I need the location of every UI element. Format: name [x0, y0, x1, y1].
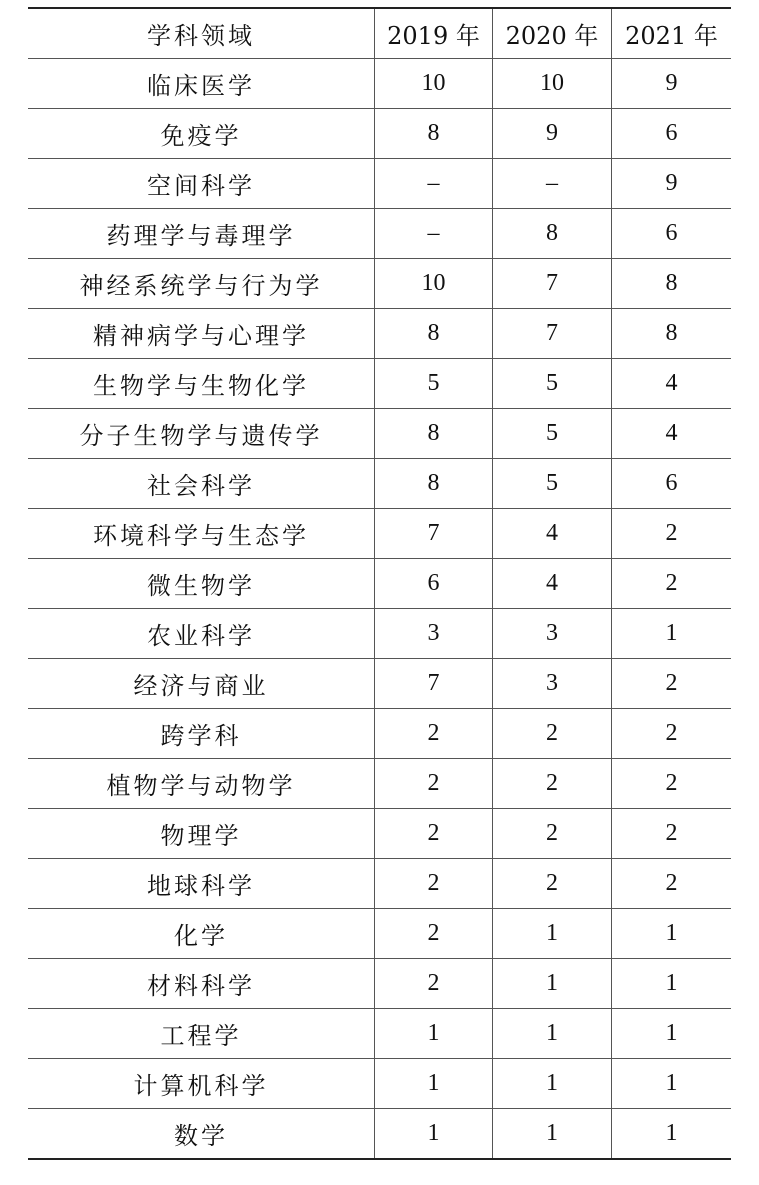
value-2020-cell: 10 [493, 59, 612, 109]
value-2020-cell: 2 [493, 709, 612, 759]
value-2021-cell: 8 [612, 309, 732, 359]
value-2019-cell: 2 [375, 909, 493, 959]
table-row [28, 1059, 731, 1109]
value-2019-cell: 1 [375, 1009, 493, 1059]
table-row [28, 359, 731, 409]
field-cell: 生物学与生物化学 [28, 359, 375, 409]
header-2019: 2019 年 [375, 8, 493, 59]
table-row [28, 109, 731, 159]
value-2021-cell: 2 [612, 809, 732, 859]
value-2020-cell: 1 [493, 1059, 612, 1109]
table-row [28, 259, 731, 309]
field-cell: 物理学 [28, 809, 375, 859]
value-2021-cell: 2 [612, 509, 732, 559]
table-row [28, 409, 731, 459]
value-2019-cell: 2 [375, 759, 493, 809]
header-field: 学科领域 [28, 8, 375, 59]
field-cell: 神经系统学与行为学 [28, 259, 375, 309]
table-row [28, 209, 731, 259]
value-2019-cell: 3 [375, 609, 493, 659]
value-2020-cell: – [493, 159, 612, 209]
value-2021-cell: 2 [612, 759, 732, 809]
field-cell: 计算机科学 [28, 1059, 375, 1109]
value-2021-cell: 1 [612, 1109, 732, 1160]
field-cell: 精神病学与心理学 [28, 309, 375, 359]
value-2019-cell: 2 [375, 859, 493, 909]
value-2019-cell: 2 [375, 809, 493, 859]
field-cell: 材料科学 [28, 959, 375, 1009]
table-row [28, 59, 731, 109]
field-cell: 空间科学 [28, 159, 375, 209]
field-cell: 数学 [28, 1109, 375, 1160]
value-2020-cell: 4 [493, 559, 612, 609]
table-body [28, 59, 731, 1160]
value-2020-cell: 2 [493, 859, 612, 909]
value-2021-cell: 2 [612, 559, 732, 609]
value-2021-cell: 9 [612, 59, 732, 109]
table-row [28, 859, 731, 909]
value-2019-cell: 8 [375, 309, 493, 359]
table-row [28, 1109, 731, 1160]
value-2021-cell: 2 [612, 709, 732, 759]
header-2020: 2020 年 [493, 8, 612, 59]
value-2019-cell: 2 [375, 959, 493, 1009]
field-cell: 工程学 [28, 1009, 375, 1059]
field-cell: 植物学与动物学 [28, 759, 375, 809]
field-cell: 分子生物学与遗传学 [28, 409, 375, 459]
table-row [28, 559, 731, 609]
table-row [28, 159, 731, 209]
field-cell: 环境科学与生态学 [28, 509, 375, 559]
field-cell: 经济与商业 [28, 659, 375, 709]
value-2020-cell: 1 [493, 1109, 612, 1160]
field-cell: 社会科学 [28, 459, 375, 509]
value-2019-cell: 6 [375, 559, 493, 609]
value-2021-cell: 4 [612, 359, 732, 409]
table-row [28, 709, 731, 759]
value-2019-cell: – [375, 159, 493, 209]
value-2021-cell: 2 [612, 859, 732, 909]
value-2020-cell: 3 [493, 609, 612, 659]
value-2019-cell: 8 [375, 459, 493, 509]
value-2021-cell: 1 [612, 959, 732, 1009]
value-2020-cell: 2 [493, 759, 612, 809]
table-row [28, 609, 731, 659]
table-row [28, 759, 731, 809]
value-2019-cell: 8 [375, 109, 493, 159]
value-2020-cell: 3 [493, 659, 612, 709]
discipline-table [28, 7, 731, 1160]
value-2020-cell: 8 [493, 209, 612, 259]
table-row [28, 509, 731, 559]
value-2019-cell: 10 [375, 59, 493, 109]
value-2019-cell: 1 [375, 1109, 493, 1160]
value-2019-cell: 1 [375, 1059, 493, 1109]
value-2021-cell: 1 [612, 609, 732, 659]
value-2021-cell: 2 [612, 659, 732, 709]
field-cell: 农业科学 [28, 609, 375, 659]
value-2019-cell: – [375, 209, 493, 259]
value-2020-cell: 7 [493, 259, 612, 309]
value-2021-cell: 8 [612, 259, 732, 309]
value-2019-cell: 7 [375, 509, 493, 559]
value-2020-cell: 1 [493, 1009, 612, 1059]
value-2019-cell: 2 [375, 709, 493, 759]
field-cell: 免疫学 [28, 109, 375, 159]
value-2021-cell: 1 [612, 1009, 732, 1059]
value-2021-cell: 1 [612, 1059, 732, 1109]
field-cell: 地球科学 [28, 859, 375, 909]
value-2019-cell: 10 [375, 259, 493, 309]
value-2020-cell: 5 [493, 459, 612, 509]
value-2020-cell: 4 [493, 509, 612, 559]
field-cell: 化学 [28, 909, 375, 959]
table-row [28, 959, 731, 1009]
table-row [28, 309, 731, 359]
value-2020-cell: 2 [493, 809, 612, 859]
value-2021-cell: 6 [612, 459, 732, 509]
value-2021-cell: 9 [612, 159, 732, 209]
value-2019-cell: 5 [375, 359, 493, 409]
value-2019-cell: 7 [375, 659, 493, 709]
field-cell: 跨学科 [28, 709, 375, 759]
table-header-row [28, 8, 731, 59]
field-cell: 临床医学 [28, 59, 375, 109]
value-2020-cell: 1 [493, 959, 612, 1009]
value-2020-cell: 5 [493, 409, 612, 459]
value-2020-cell: 5 [493, 359, 612, 409]
table-row [28, 459, 731, 509]
value-2020-cell: 7 [493, 309, 612, 359]
value-2021-cell: 6 [612, 109, 732, 159]
table-row [28, 659, 731, 709]
field-cell: 药理学与毒理学 [28, 209, 375, 259]
table-row [28, 809, 731, 859]
value-2021-cell: 4 [612, 409, 732, 459]
value-2020-cell: 9 [493, 109, 612, 159]
value-2020-cell: 1 [493, 909, 612, 959]
value-2019-cell: 8 [375, 409, 493, 459]
table-row [28, 909, 731, 959]
table-row [28, 1009, 731, 1059]
value-2021-cell: 6 [612, 209, 732, 259]
header-2021: 2021 年 [612, 8, 732, 59]
value-2021-cell: 1 [612, 909, 732, 959]
field-cell: 微生物学 [28, 559, 375, 609]
